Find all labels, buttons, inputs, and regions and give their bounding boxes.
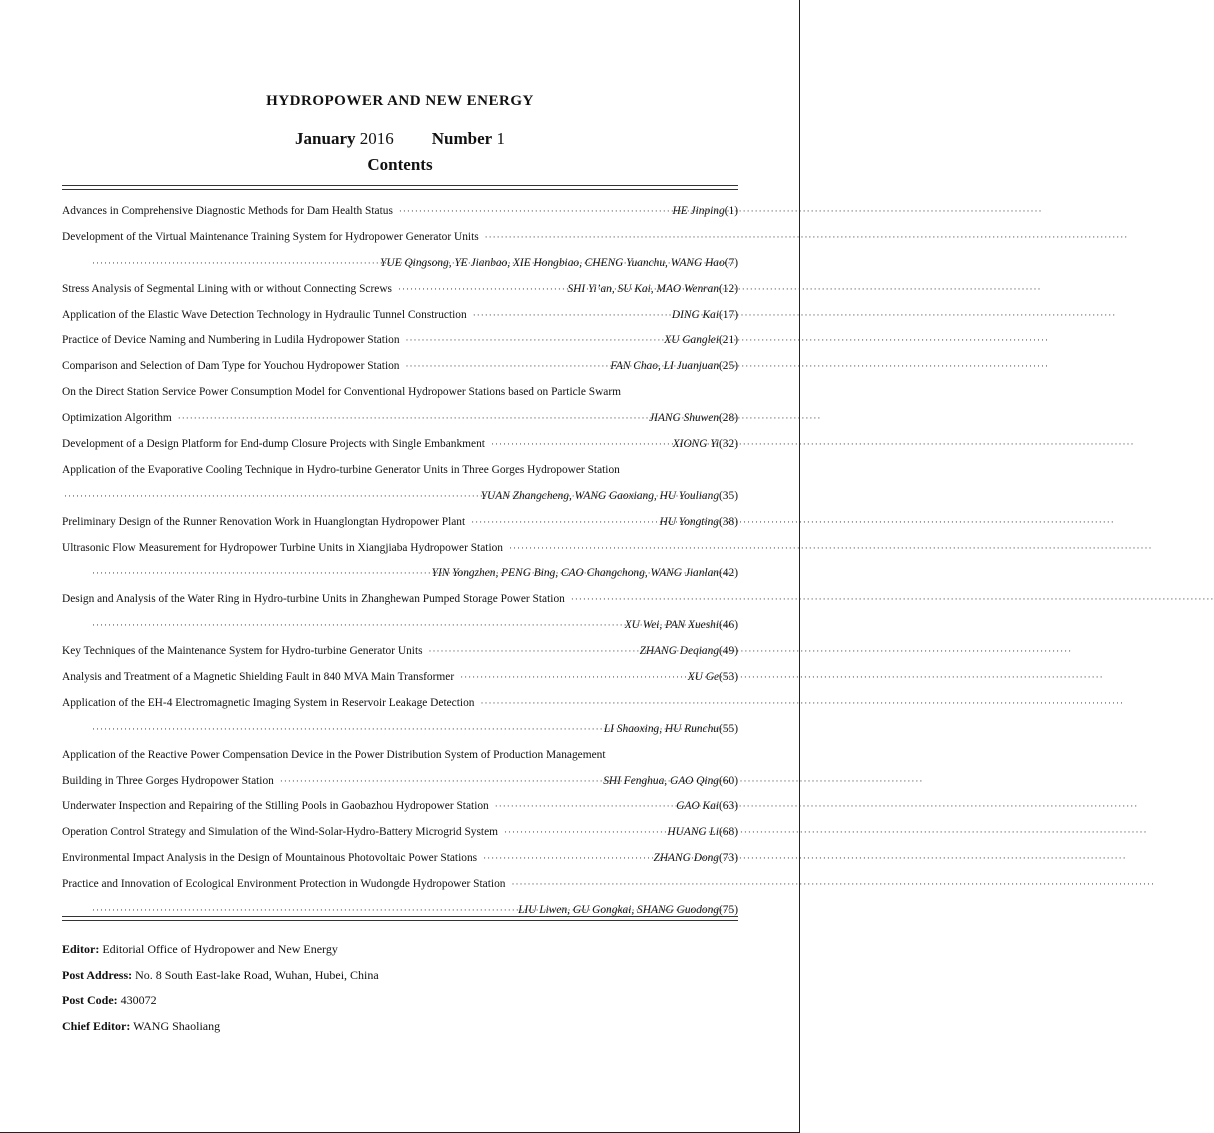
imprint-address [62,963,738,989]
toc-entry-title-cont: Optimization Algorithm [62,412,172,425]
toc-entry[interactable] [62,639,738,665]
dot-leader [504,820,661,846]
imprint-value: No. 8 South East-lake Road, Wuhan, Hubei, China [135,967,379,982]
toc-entry-page: (42) [719,567,738,580]
dot-leader [429,639,634,665]
toc-entry-page: (55) [719,722,738,735]
toc-entry-authors: YUAN Zhangcheng, WANG Gaoxiang, HU Youliang [480,489,720,502]
toc-entry[interactable] [62,432,738,458]
dot-leader [483,846,647,872]
toc-entry-page: (75) [719,904,738,917]
toc-entry-continuation [62,251,738,277]
toc-entry[interactable] [62,303,738,329]
toc-entry-authors: YUE Qingsong, YE Jianbao, XIE Hongbiao, CHENG Yuanchu, WANG Hao [380,256,725,269]
dot-leader [406,354,605,380]
imprint-postcode [62,988,738,1014]
dot-leader [280,769,597,795]
contents-heading: Contents [367,155,433,174]
toc-entry-page: (38) [719,515,738,528]
toc-entry-page: (53) [719,671,738,684]
dot-leader [92,251,374,277]
toc-entry-authors: GAO Kai [676,800,720,813]
toc-entry-authors: XU Wei, PAN Xueshi [624,619,720,632]
toc-entry-continuation [62,484,738,510]
toc-entry-authors: HE Jinping [672,205,725,217]
toc-entry[interactable] [62,691,738,717]
toc-entry-title: Operation Control Strategy and Simulation of the Wind-Solar-Hydro-Battery Microgrid System [62,826,498,839]
issue-year: 2016 [359,129,394,148]
toc-entry-title: Ultrasonic Flow Measurement for Hydropower Turbine Units in Xiangjiaba Hydropower Station [62,541,504,554]
dot-leader [398,277,561,303]
toc-entry-title: On the Direct Station Service Power Consumption Model for Conventional Hydropower Stations based on Particle Swarm [62,386,621,399]
toc-entry-title: Development of the Virtual Maintenance Training System for Hydropower Generator Units [62,230,479,243]
toc-entry[interactable] [62,846,738,872]
toc-entry[interactable] [62,510,738,536]
toc-entry[interactable] [62,199,738,225]
toc-entry-title: Environmental Impact Analysis in the Design of Mountainous Photovoltaic Power Stations [62,852,478,865]
dot-leader [460,665,682,691]
toc-entry-title-cont: Building in Three Gorges Hydropower Station [62,774,274,787]
dot-leader [571,587,732,613]
toc-entry-page: (49) [719,645,738,658]
toc-entry-authors: LI Shaoxing, HU Runchu [603,722,720,735]
toc-entry-authors: DING Kai [671,308,720,321]
toc-entry[interactable] [62,277,738,303]
toc-entry-authors: HUANG Li [667,826,720,839]
toc-entry-page: (7) [724,256,738,269]
dot-leader [473,303,666,329]
dot-leader [491,432,667,458]
toc-entry-title: Application of the Evaporative Cooling Technique in Hydro-turbine Generator Units in Three Gorges Hydropower Station [62,463,620,476]
dot-leader [399,199,667,225]
toc-entry[interactable] [62,665,738,691]
dot-leader [92,561,426,587]
toc-entry-authors: SHI Yi’an, SU Kai, MAO Wenran [567,282,720,295]
top-rule [62,189,738,190]
issue-month: January [295,129,356,148]
dot-leader [485,225,732,251]
table-of-contents [62,199,738,924]
toc-entry-authors: YIN Yongzhen, PENG Bing, CAO Changchong, WANG Jianlan [431,567,720,580]
dot-leader [92,613,619,639]
toc-entry-page: (73) [719,852,738,865]
toc-entry-title: Stress Analysis of Segmental Lining with or without Connecting Screws [62,282,392,295]
dot-leader [406,328,659,354]
toc-entry-authors: FAN Chao, LI Juanjuan [610,360,720,373]
toc-entry-title: Application of the Elastic Wave Detection Technology in Hydraulic Tunnel Construction [62,308,467,321]
toc-entry[interactable] [62,354,738,380]
issue-number-value: 1 [496,129,505,148]
imprint-value: 430072 [120,993,157,1007]
dot-leader [471,510,653,536]
toc-entry-title: Design and Analysis of the Water Ring in Hydro-turbine Units in Zhanghewan Pumped Storage Power Station [62,593,565,606]
toc-entry-continuation [62,406,738,432]
toc-entry[interactable] [62,458,738,484]
toc-entry[interactable] [62,380,738,406]
toc-entry-page: (21) [719,334,738,347]
toc-entry-authors: JIANG Shuwen [649,412,720,425]
toc-entry-authors: ZHANG Dong [653,852,720,865]
toc-entry-title: Preliminary Design of the Runner Renovation Work in Huanglongtan Hydropower Plant [62,515,466,528]
toc-entry-authors: XIONG Yi [672,438,720,451]
toc-entry[interactable] [62,587,738,613]
toc-entry-page: (17) [719,308,738,321]
issue-number-label: Number [431,129,493,148]
issue-line [0,129,800,149]
toc-entry[interactable] [62,328,738,354]
imprint-label: Post Address: [62,967,133,982]
toc-entry[interactable] [62,743,738,769]
imprint [62,937,738,1039]
toc-entry[interactable] [62,820,738,846]
imprint-label: Chief Editor: [62,1018,131,1033]
imprint-value: WANG Shaoliang [133,1018,221,1033]
toc-entry-authors: XU Ganglei [664,334,720,347]
dot-leader [511,872,732,898]
toc-entry-authors: ZHANG Deqiang [639,645,720,658]
bottom-rule [62,916,738,917]
dot-leader [480,691,732,717]
toc-entry[interactable] [62,536,738,562]
toc-entry[interactable] [62,225,738,251]
imprint-value: Editorial Office of Hydropower and New Energy [102,942,338,956]
toc-entry-title: Practice of Device Naming and Numbering in Ludila Hydropower Station [62,334,400,347]
toc-entry-title: Comparison and Selection of Dam Type for Youchou Hydropower Station [62,360,400,373]
toc-entry-continuation [62,717,738,743]
toc-entry[interactable] [62,794,738,820]
toc-entry-page: (68) [719,826,738,839]
toc-entry-authors: SHI Fenghua, GAO Qing [603,774,720,787]
toc-entry-page: (63) [719,800,738,813]
toc-entry-authors: HU Yongting [659,515,720,528]
toc-entry-page: (32) [719,438,738,451]
toc-entry-page: (35) [719,489,738,502]
toc-entry-title: Underwater Inspection and Repairing of the Stilling Pools in Gaobazhou Hydropower Station [62,800,489,813]
dot-leader [495,794,671,820]
toc-entry-title: Analysis and Treatment of a Magnetic Shielding Fault in 840 MVA Main Transformer [62,671,455,684]
toc-entry-authors: XU Ge [687,671,720,684]
dot-leader [178,406,643,432]
dot-leader [92,717,598,743]
top-rule [62,185,738,186]
toc-entry-title: Development of a Design Platform for End-dump Closure Projects with Single Embankment [62,438,485,451]
toc-entry-continuation [62,613,738,639]
imprint-label: Editor: [62,942,100,956]
imprint-chief-editor [62,1014,738,1040]
toc-entry-page: (1) [724,205,738,217]
toc-entry-title: Application of the EH-4 Electromagnetic Imaging System in Reservoir Leakage Detection [62,696,475,709]
toc-entry-page: (25) [719,360,738,373]
toc-entry-page: (60) [719,774,738,787]
dot-leader [509,536,732,562]
toc-entry-title: Advances in Comprehensive Diagnostic Methods for Dam Health Status [62,205,393,217]
toc-entry-page: (12) [719,282,738,295]
toc-entry-title: Application of the Reactive Power Compensation Device in the Power Distribution System of Production Management [62,748,606,761]
bottom-rule [62,920,738,921]
toc-entry[interactable] [62,872,738,898]
journal-title: HYDROPOWER AND NEW ENERGY [266,93,534,109]
imprint-editor [62,937,738,963]
imprint-label: Post Code: [62,993,118,1007]
toc-entry-continuation [62,769,738,795]
toc-entry-title: Practice and Innovation of Ecological Environment Protection in Wudongde Hydropower Station [62,878,506,891]
toc-entry-continuation [62,561,738,587]
toc-entry-page: (46) [719,619,738,632]
toc-entry-page: (28) [719,412,738,425]
toc-entry-title: Key Techniques of the Maintenance System for Hydro-turbine Generator Units [62,645,423,658]
toc-entry-authors: LIU Liwen, GU Gongkai, SHANG Guodong [518,904,720,917]
dot-leader [64,484,475,510]
